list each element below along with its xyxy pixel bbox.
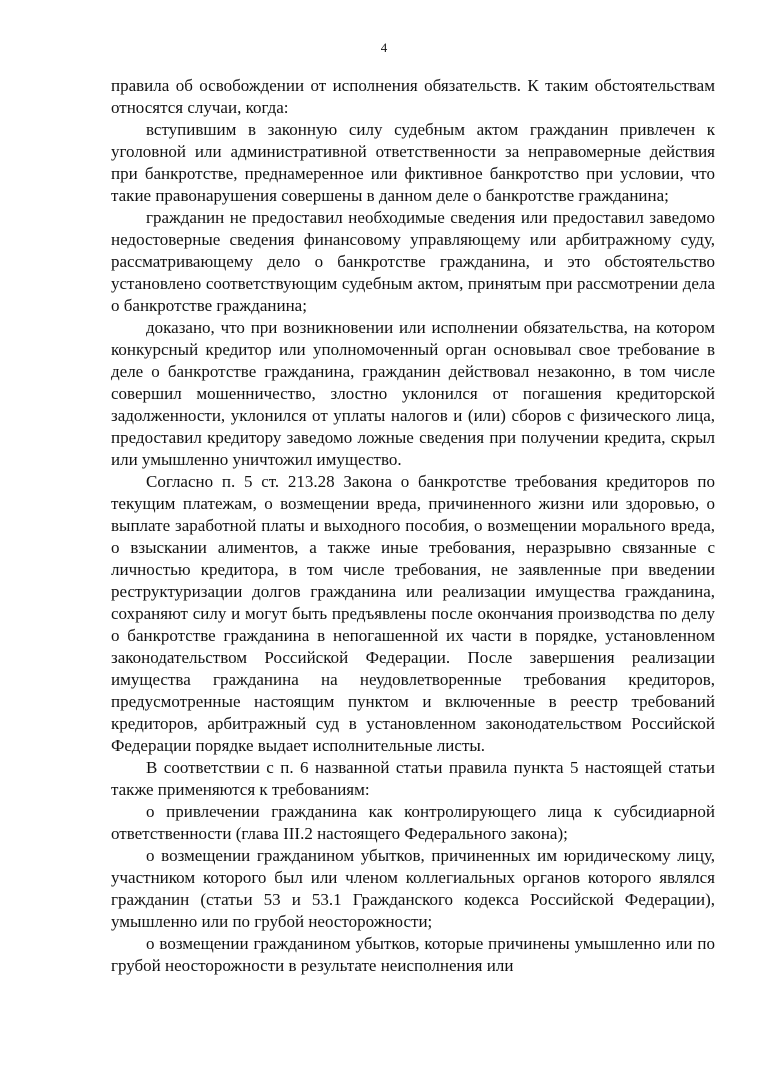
page-number: 4 [380,40,388,55]
paragraph-1: правила об освобождении от исполнения обязательств. К таким обстоятельствам относятся случаи, когда: [111,76,715,117]
paragraph-6: В соответствии с п. 6 названной статьи правила пункта 5 настоящей статьи также применяются к требованиям: [111,758,715,799]
paragraph-5: Согласно п. 5 ст. 213.28 Закона о банкротстве требования кредиторов по текущим платежам, о возмещении вреда, причиненного жизни или здоровью, о выплате заработной платы и выходного пособия, о возмещении морального вреда, о взыскании алиментов, а также иные требования, неразрывно связанные с личностью кредитора, в том числе требования, не заявленные при введении реструктуризации долгов гражданина или реализации имущества гражданина, сохраняют силу и могут быть предъявлены после окончания производства по делу о банкротстве гражданина в непогашенной их части в порядке, установленном законодательством Российской Федерации. После завершения реализации имущества гражданина на неудовлетворенные требования кредиторов, предусмотренные настоящим пунктом и включенные в реестр требований кредиторов, арбитражный суд в установленном законодательством Российской Федерации порядке выдает исполнительные листы. [111,472,715,755]
paragraph-7: о привлечении гражданина как контролирующего лица к субсидиарной ответственности (глава III.2 настоящего Федерального закона); [111,802,715,843]
paragraph-4: доказано, что при возникновении или исполнении обязательства, на котором конкурсный кредитор или уполномоченный орган основывал свое требование в деле о банкротстве гражданина, гражданин действовал незаконно, в том числе совершил мошенничество, злостно уклонился от погашения кредиторской задолженности, уклонился от уплаты налогов и (или) сборов с физического лица, предоставил кредитору заведомо ложные сведения при получении кредита, скрыл или умышленно уничтожил имущество. [111,318,715,469]
paragraph-8: о возмещении гражданином убытков, причиненных им юридическому лицу, участником которого был или членом коллегиальных органов которого являлся гражданин (статьи 53 и 53.1 Гражданского кодекса Российской Федерации), умышленно или по грубой неосторожности; [111,846,715,931]
paragraph-9: о возмещении гражданином убытков, которые причинены умышленно или по грубой неосторожности в результате неисполнения или [111,934,715,975]
document-body [111,75,715,977]
paragraph-3: гражданин не предоставил необходимые сведения или предоставил заведомо недостоверные сведения финансовому управляющему или арбитражному суду, рассматривающему дело о банкротстве гражданина, и это обстоятельство установлено соответствующим судебным актом, принятым при рассмотрении дела о банкротстве гражданина; [111,208,715,315]
paragraph-2: вступившим в законную силу судебным актом гражданин привлечен к уголовной или административной ответственности за неправомерные действия при банкротстве, преднамеренное или фиктивное банкротство при условии, что такие правонарушения совершены в данном деле о банкротстве гражданина; [111,120,715,205]
